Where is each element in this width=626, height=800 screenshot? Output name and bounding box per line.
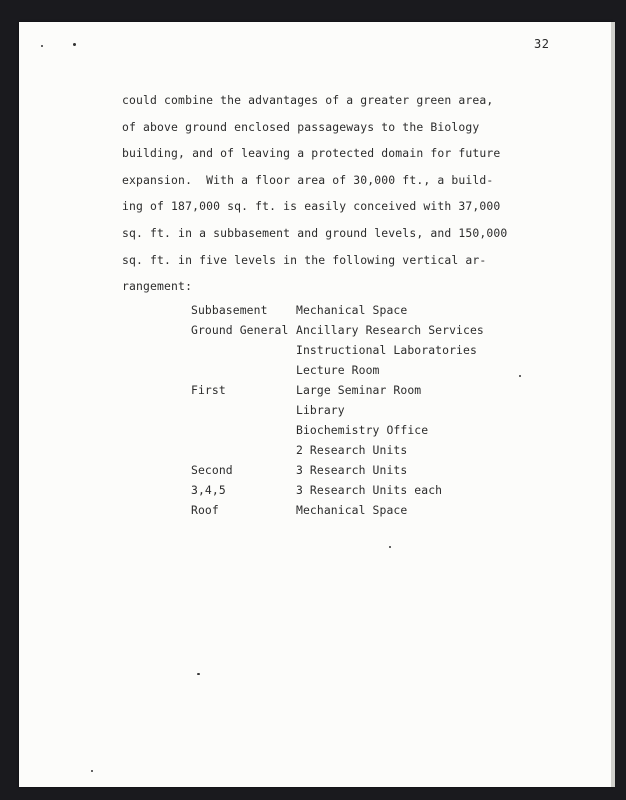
level-name [191, 440, 296, 460]
ink-speck [519, 375, 521, 377]
level-use: Mechanical Space [296, 303, 408, 317]
level-name [191, 360, 296, 380]
level-name: 3,4,5 [191, 483, 226, 497]
level-use: Biochemistry Office [296, 423, 429, 437]
ink-speck [389, 546, 391, 548]
level-name [191, 340, 296, 360]
table-row [191, 440, 484, 460]
table-row [191, 340, 484, 360]
body-paragraph [122, 87, 522, 300]
paragraph-line: sq. ft. in a subbasement and ground levels, and 150,000 [122, 225, 508, 240]
level-name: First [191, 383, 226, 397]
table-row [191, 480, 484, 500]
level-use: Lecture Room [296, 363, 380, 377]
ink-speck [41, 45, 43, 47]
level-use: Library [296, 403, 345, 417]
level-use: 2 Research Units [296, 443, 408, 457]
paragraph-line: building, and of leaving a protected domain for future [122, 146, 501, 161]
table-row [191, 460, 484, 480]
level-use: 3 Research Units [296, 463, 408, 477]
table-row [191, 300, 484, 320]
level-name: Ground General [191, 323, 289, 337]
page-number: 32 [534, 37, 550, 51]
paragraph-line: sq. ft. in five levels in the following vertical ar- [122, 252, 487, 267]
level-name [191, 420, 296, 440]
paragraph-line: could combine the advantages of a greater green area, [122, 93, 494, 107]
level-name [191, 400, 296, 420]
ink-speck [197, 673, 200, 675]
table-row [191, 400, 484, 420]
page-edge [611, 22, 615, 787]
vertical-arrangement-table [191, 300, 484, 520]
paragraph-line: rangement: [122, 279, 193, 294]
table-row [191, 420, 484, 440]
level-name: Subbasement [191, 303, 268, 317]
table-row [191, 360, 484, 380]
level-name: Roof [191, 503, 219, 517]
level-use: Mechanical Space [296, 503, 408, 517]
level-use: 3 Research Units each [296, 483, 443, 497]
ink-speck [73, 43, 76, 46]
level-use: Instructional Laboratories [296, 343, 477, 357]
paragraph-line: ing of 187,000 sq. ft. is easily conceived with 37,000 [122, 199, 501, 214]
level-use: Ancillary Research Services [296, 323, 484, 337]
level-name: Second [191, 463, 233, 477]
table-row [191, 500, 484, 520]
paragraph-line: expansion. With a floor area of 30,000 ft., a build- [122, 172, 494, 187]
paragraph-line: of above ground enclosed passageways to the Biology [122, 119, 480, 134]
level-use: Large Seminar Room [296, 383, 422, 397]
table-row [191, 380, 484, 400]
table-row [191, 320, 484, 340]
ink-speck [91, 770, 93, 772]
